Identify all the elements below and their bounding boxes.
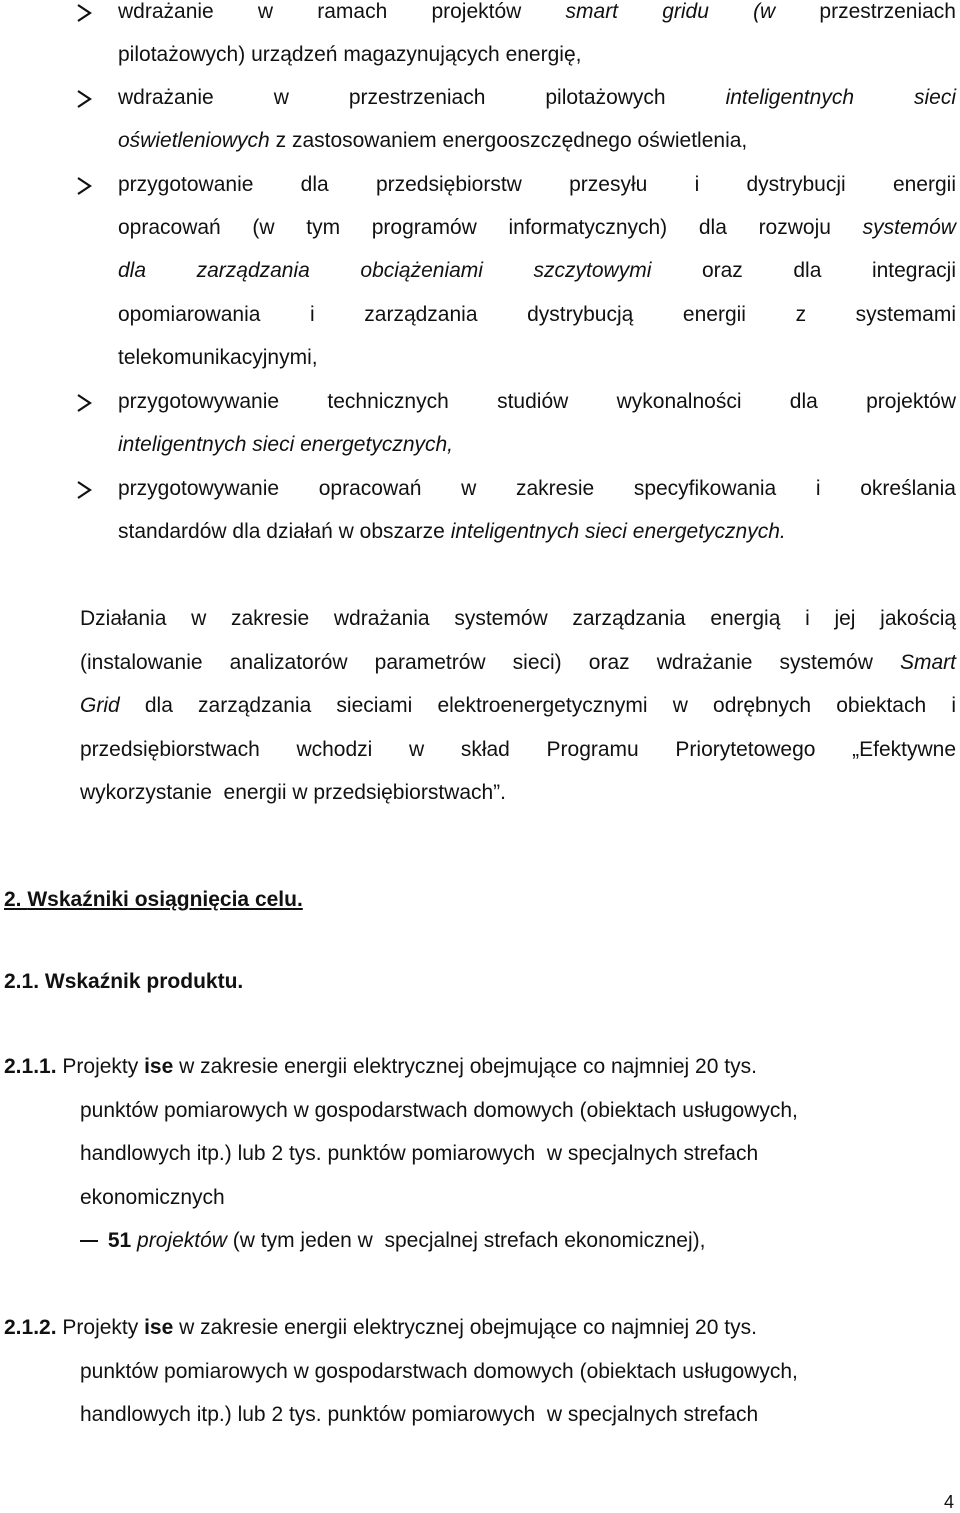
paragraph-line-5: wykorzystanie energii w przedsiębiorstwach”. — [80, 781, 506, 804]
paragraph-line-4: przedsiębiorstwach wchodzi w skład Programu Priorytetowego „Efektywne — [80, 738, 957, 761]
bullet-3-line-1: przygotowanie dla przedsiębiorstw przesyłu i dystrybucji energii — [118, 173, 956, 196]
section-heading — [4, 888, 303, 912]
item-2-1-1-target — [80, 1229, 705, 1253]
arrowhead-bullet-icon — [76, 479, 93, 501]
subsection-heading — [4, 970, 243, 994]
bullet-1-line-1: wdrażanie w ramach projektów smart gridu (w przestrzeniach — [118, 0, 956, 23]
item-2-1-2-line-3: handlowych itp.) lub 2 tys. punktów pomiarowych w specjalnych strefach — [80, 1403, 759, 1426]
item-2-1-2-line-2: punktów pomiarowych w gospodarstwach domowych (obiektach usługowych, — [80, 1360, 798, 1383]
item-2-1-1-line-3: handlowych itp.) lub 2 tys. punktów pomiarowych w specjalnych strefach — [80, 1142, 759, 1165]
section-number: 2. — [4, 888, 22, 911]
item-2-1-1-line-2: punktów pomiarowych w gospodarstwach domowych (obiektach usługowych, — [80, 1099, 798, 1122]
target-unit: projektów — [137, 1229, 227, 1252]
bullet-3-line-3: dla zarządzania obciążeniami szczytowymi oraz dla integracji — [118, 259, 956, 282]
paragraph-line-2: (instalowanie analizatorów parametrów sieci) oraz wdrażanie systemów Smart — [80, 651, 957, 674]
bullet-4-line-1: przygotowywanie technicznych studiów wykonalności dla projektów — [118, 390, 957, 413]
item-2-1-1-line-4: ekonomicznych — [80, 1186, 225, 1209]
bullet-1-line-2: pilotażowych) urządzeń magazynujących energię, — [118, 43, 582, 66]
arrowhead-bullet-icon — [76, 392, 93, 414]
bullet-3-line-4: opomiarowania i zarządzania dystrybucją energii z systemami — [118, 303, 957, 326]
page-number: 4 — [943, 1492, 954, 1512]
target-value: 51 — [107, 1229, 132, 1252]
paragraph-line-1: Działania w zakresie wdrażania systemów zarządzania energią i jej jakością — [80, 607, 957, 630]
bullet-2-line-1: wdrażanie w przestrzeniach pilotażowych inteligentnych sieci — [118, 86, 956, 109]
bullet-3-line-5: telekomunikacyjnymi, — [118, 346, 318, 369]
bullet-5-line-1: przygotowywanie opracowań w zakresie specyfikowania i określania — [118, 477, 956, 500]
item-number: 2.1.2. — [4, 1316, 57, 1339]
item-2-1-2-first-line: 2.1.2. Projekty ise w zakresie energii elektrycznej obejmujące co najmniej 20 tys. — [4, 1316, 757, 1339]
arrowhead-bullet-icon — [76, 88, 93, 110]
bullet-5-line-2: standardów dla działań w obszarze inteligentnych sieci energetycznych. — [118, 520, 786, 543]
bullet-4-line-2: inteligentnych sieci energetycznych, — [118, 433, 454, 456]
section-title: Wskaźniki osiągnięcia celu. — [27, 888, 303, 911]
bullet-3-line-2: opracowań (w tym programów informatycznych) dla rozwoju systemów — [118, 216, 956, 239]
item-2-1-1-first-line: 2.1.1. Projekty ise w zakresie energii elektrycznej obejmujące co najmniej 20 tys. — [4, 1055, 757, 1078]
arrowhead-bullet-icon — [76, 175, 93, 197]
subsection-number: 2.1. — [4, 970, 40, 993]
item-number: 2.1.1. — [4, 1055, 57, 1078]
paragraph-line-3: Grid dla zarządzania sieciami elektroenergetycznymi w odrębnych obiektach i — [80, 694, 956, 717]
subsection-title: Wskaźnik produktu. — [44, 970, 244, 993]
dash-icon — [80, 1240, 98, 1242]
arrowhead-bullet-icon — [76, 2, 93, 24]
target-note: (w tym jeden w specjalnej strefach ekonomicznej), — [232, 1229, 706, 1252]
bullet-2-line-2: oświetleniowych z zastosowaniem energooszczędnego oświetlenia, — [118, 129, 748, 152]
